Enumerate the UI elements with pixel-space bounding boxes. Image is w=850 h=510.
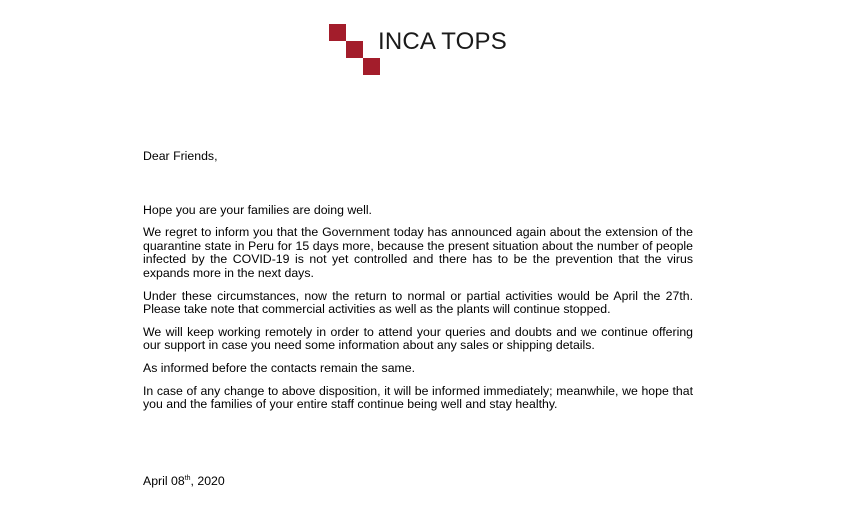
greeting: Dear Friends, bbox=[143, 149, 218, 163]
inca-tops-logo bbox=[329, 24, 529, 76]
brand-name: INCA TOPS bbox=[378, 28, 507, 55]
paragraph-contacts: As informed before the contacts remain the same. bbox=[143, 360, 416, 375]
paragraph-quarantine-extension: We regret to inform you that the Government today has announced again about the extension of the quarantine state in Peru for 15 days more, because the present situation about the number of people infected by the COVID-19 is not yet controlled and there has to be the prevention that the virus expands more in the next days. bbox=[143, 225, 693, 280]
logo-square-icon bbox=[346, 41, 363, 58]
logo-square-icon bbox=[363, 58, 380, 75]
paragraph-wellbeing: Hope you are your families are doing well. bbox=[143, 202, 372, 217]
paragraph-closing: In case of any change to above disposition, it will be informed immediately; meanwhile, we hope that you and the families of your entire staff continue being well and stay healthy. bbox=[143, 383, 693, 412]
logo-square-icon bbox=[329, 24, 346, 41]
date-ordinal-suffix: th bbox=[184, 474, 191, 482]
date-month-day: April 08 bbox=[143, 474, 185, 488]
date-year: , 2020 bbox=[190, 474, 225, 488]
letter-date bbox=[143, 474, 225, 488]
paragraph-return-date: Under these circumstances, now the return to normal or partial activities would be April the 27th. Please take note that commercial activities as well as the plants will continue stopped. bbox=[143, 288, 693, 317]
letter-body bbox=[143, 150, 693, 421]
paragraph-remote-work: We will keep working remotely in order to attend your queries and doubts and we continue offering our support in case you need some information about any sales or shipping details. bbox=[143, 324, 693, 353]
